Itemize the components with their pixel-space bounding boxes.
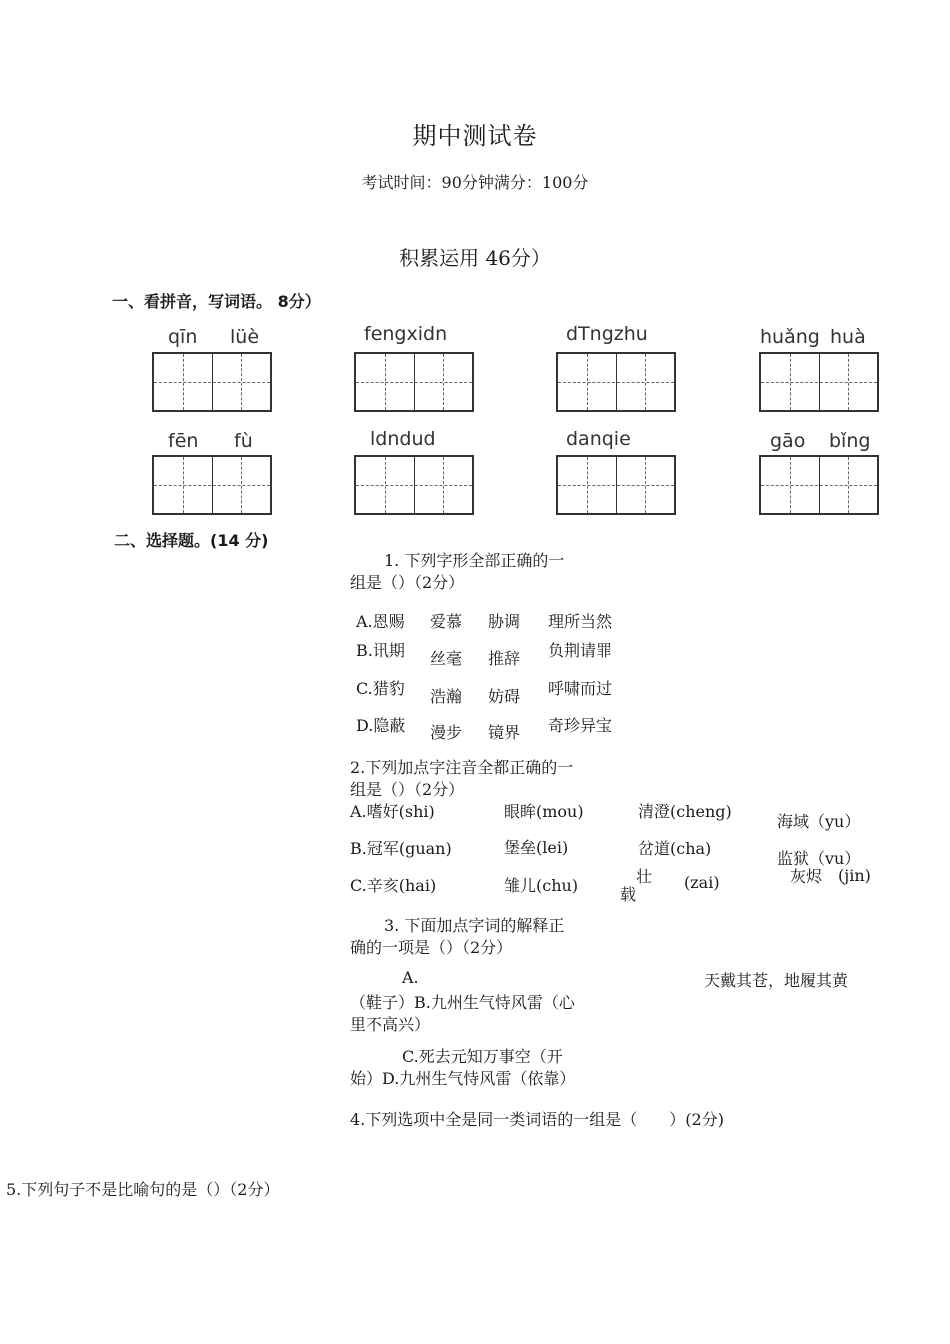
section-2-heading: 二、选择题。(14 分) <box>114 531 269 550</box>
q1-option-a-word: 胁调 <box>488 612 521 631</box>
q2-option-c-word: 雏儿(chu) <box>504 876 579 895</box>
q1-option-a-word: 爱慕 <box>430 612 463 631</box>
q1-stem-2: 组是（）（2分） <box>350 573 465 592</box>
q2-option-b: B.冠军(guan) <box>350 839 452 858</box>
q3-option-a-text: 天戴其苍，地履其黄 <box>704 971 849 990</box>
writing-grid[interactable] <box>556 455 676 515</box>
pinyin-4b: huà <box>830 326 866 348</box>
q3-option-a-label: A. <box>402 968 419 987</box>
q2-stem: 2.下列加点字注音全都正确的一 <box>350 758 574 777</box>
q1-option-c-word: 浩瀚 <box>430 687 463 706</box>
q1-option-d-word: 奇珍异宝 <box>548 716 613 735</box>
q1-option-c-word: 呼啸而过 <box>548 679 613 698</box>
q2-option-a-word: 清澄(cheng) <box>638 802 732 821</box>
pinyin-3: dTngzhu <box>566 323 648 345</box>
q1-option-d-word: 漫步 <box>430 723 463 742</box>
q1-stem: 1. 下列字形全部正确的一 <box>384 551 565 570</box>
pinyin-2: fengxidn <box>364 323 448 345</box>
q2-option-c-char: 壮 <box>636 867 653 886</box>
pinyin-5a: fēn <box>168 430 199 452</box>
q1-option-a-label: A.恩赐 <box>356 612 405 631</box>
q5-stem: 5.下列句子不是比喻句的是（）（2分） <box>6 1180 280 1199</box>
section-1-heading: 一、看拼音，写词语。 8分） <box>112 292 321 311</box>
q2-option-c-char: 载 <box>620 885 637 904</box>
q2-option-c-pinyin: (jin) <box>838 866 871 885</box>
pinyin-5b: fù <box>234 430 253 452</box>
pinyin-6: ldndud <box>370 428 436 450</box>
q2-option-a-word: 眼眸(mou) <box>504 802 584 821</box>
writing-grid[interactable] <box>152 455 272 515</box>
q2-option-a: A.嗜好(shi) <box>350 802 435 821</box>
pinyin-4a: huǎng <box>760 326 820 348</box>
writing-grid[interactable] <box>759 352 879 412</box>
q3-option-c: C.死去元知万事空（开 <box>402 1047 563 1066</box>
pinyin-8a: gāo <box>770 430 806 452</box>
q2-stem-2: 组是（）（2分） <box>350 780 465 799</box>
q2-option-c-pinyin: (zai) <box>684 873 720 892</box>
q3-option-d: 始）D.九州生气恃风雷（依靠） <box>350 1069 576 1088</box>
writing-grid[interactable] <box>354 352 474 412</box>
q3-stem: 3. 下面加点字词的解释正 <box>384 916 565 935</box>
q3-stem-2: 确的一项是（）（2分） <box>350 938 513 957</box>
pinyin-7: danqie <box>566 428 631 450</box>
q1-option-b-word: 丝毫 <box>430 649 463 668</box>
q1-option-b-word: 推辞 <box>488 649 521 668</box>
part-heading: 积累运用 46分） <box>399 246 551 270</box>
q2-option-a-word: 海域（yu） <box>777 812 861 831</box>
q2-option-b-word: 堡垒(lei) <box>504 838 569 857</box>
pinyin-1b: lüè <box>230 326 260 348</box>
q3-option-b: （鞋子）B.九州生气恃风雷（心 <box>350 993 575 1012</box>
q4-stem: 4.下列选项中全是同一类词语的一组是（ ）(2分) <box>350 1110 724 1129</box>
pinyin-1a: qīn <box>168 326 198 348</box>
exam-info: 考试时间：90分钟满分：100分 <box>361 173 589 192</box>
q2-option-c: C.辛亥(hai) <box>350 876 437 895</box>
q2-option-b-word: 岔道(cha) <box>638 839 712 858</box>
writing-grid[interactable] <box>759 455 879 515</box>
writing-grid[interactable] <box>556 352 676 412</box>
q1-option-a-word: 理所当然 <box>548 612 613 631</box>
page-title: 期中测试卷 <box>412 122 538 150</box>
q2-option-b-word: 监狱（vu） <box>777 849 861 868</box>
q1-option-d-label: D.隐蔽 <box>356 716 406 735</box>
pinyin-8b: bǐng <box>829 430 871 452</box>
q1-option-c-word: 妨碍 <box>488 687 521 706</box>
q2-option-c-word <box>620 864 660 904</box>
q3-option-b-2: 里不高兴） <box>350 1015 431 1034</box>
writing-grid[interactable] <box>152 352 272 412</box>
q2-option-c-word: 灰烬 <box>790 867 823 886</box>
q1-option-b-label: B.讯期 <box>356 641 405 660</box>
q1-option-b-word: 负荆请罪 <box>548 641 613 660</box>
q1-option-c-label: C.猎豹 <box>356 679 405 698</box>
writing-grid[interactable] <box>354 455 474 515</box>
q1-option-d-word: 镜界 <box>488 723 521 742</box>
